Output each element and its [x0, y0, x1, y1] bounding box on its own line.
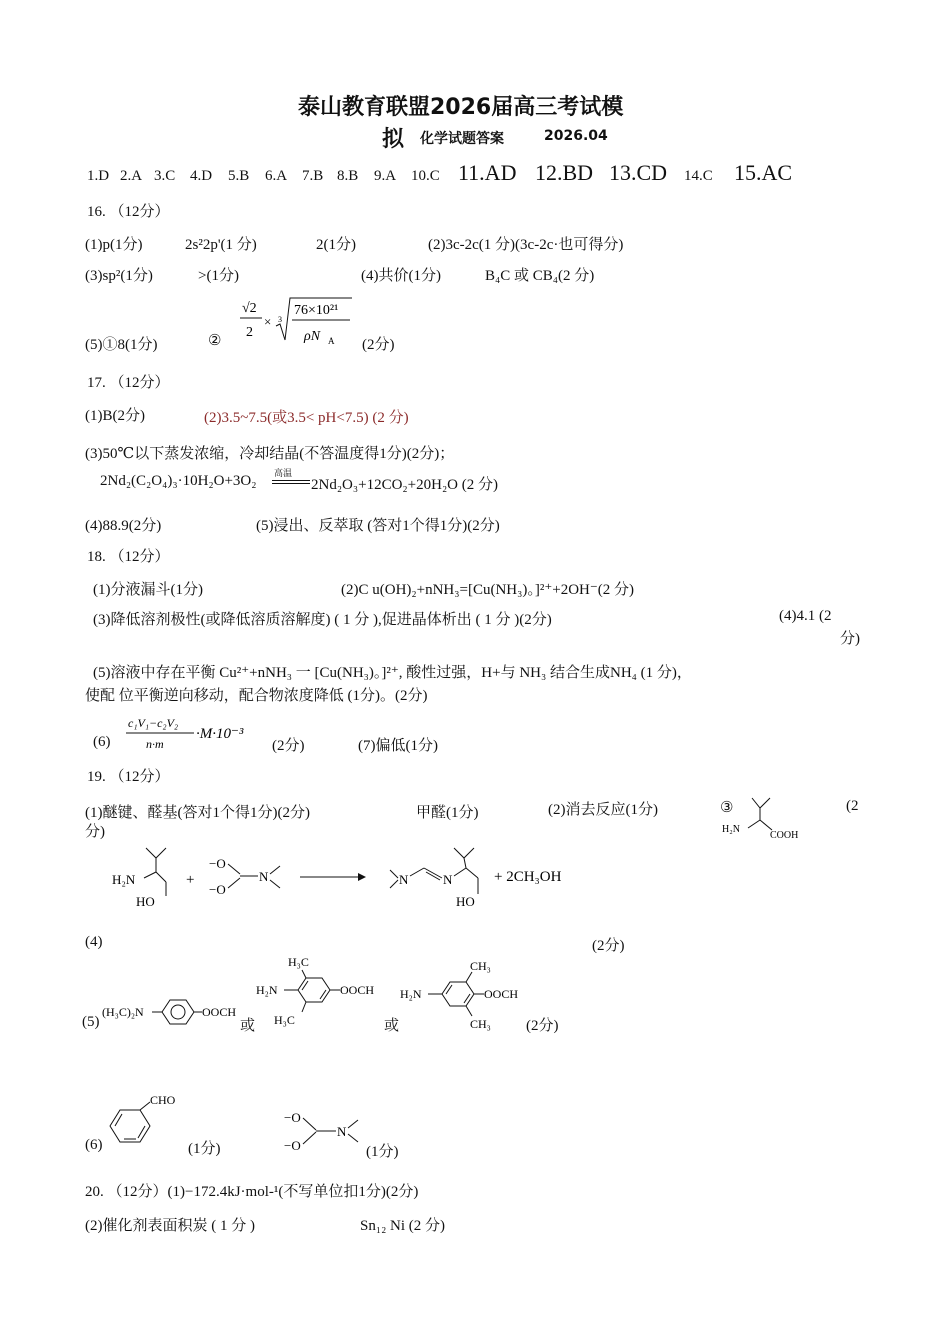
svg-text:76×10²¹: 76×10²¹ [294, 303, 339, 318]
q19-answer: (1分) [366, 1144, 399, 1160]
svg-text:×: × [264, 314, 272, 329]
svg-text:OOCH: OOCH [340, 983, 375, 997]
svg-text:HO: HO [456, 894, 475, 909]
q17-answer: (3)50℃以下蒸发浓缩，冷却结晶(不答温度得1分)(2分)； [85, 446, 455, 462]
svg-text:H₃C: H₃C [274, 1013, 295, 1027]
answer-item: 7.B [302, 168, 324, 184]
q18-answer: (5)溶液中存在平衡 Cu²⁺+nNH₃ 一 [Cu(NH₃)。]²⁺, 酸性过强，H+与 NH₃ 结合生成NH₄ (1 分)， [93, 665, 692, 681]
isomer-structure-1 [98, 990, 258, 1040]
answer-item: 4.D [190, 168, 213, 184]
svg-text:N: N [337, 1124, 347, 1139]
svg-text:c₁V₁−c₂V₂: c₁V₁−c₂V₂ [128, 716, 179, 730]
answer-item: 1.D [87, 168, 110, 184]
svg-text:OOCH: OOCH [484, 987, 519, 1001]
q19-answer: ③ [720, 800, 734, 816]
q18-heading: 18. （12分） [87, 549, 170, 565]
q18-answer: (2)C u(OH)₂+nNH₃=[Cu(NH₃)。]²⁺+2OH⁻(2 分) [341, 582, 635, 598]
q16-answer: 2s²2p'(1 分) [185, 237, 257, 253]
q18-answer: (3)降低溶剂极性(或降低溶质溶解度) ( 1 分 ),促进晶体析出 ( 1 分 )(2分) [93, 612, 552, 628]
svg-text:−O: −O [209, 856, 226, 871]
answer-item: 15.AC [734, 160, 793, 185]
svg-text:+ 2CH₃OH: + 2CH₃OH [494, 869, 562, 885]
dmf-dma-structure [284, 1106, 374, 1156]
answer-item: 9.A [374, 168, 397, 184]
answer-item: 12.BD [535, 160, 594, 185]
svg-text:−O: −O [284, 1138, 301, 1153]
svg-text:N: N [259, 869, 269, 884]
svg-text:ρN: ρN [304, 329, 321, 344]
q19-answer: (4) [85, 934, 103, 950]
q17-equation-right: 2Nd₂O₃+12CO₂+20H₂O (2 分) [311, 477, 498, 493]
answer-item: 5.B [228, 168, 250, 184]
q17-answer: (4)88.9(2分) [85, 518, 162, 534]
svg-text:√2: √2 [242, 301, 257, 316]
q17-answer: (5)浸出、反萃取 (答对1个得1分)(2分) [256, 518, 500, 534]
benzaldehyde-structure [100, 1090, 190, 1150]
svg-text:2: 2 [246, 325, 253, 340]
q17-answer: (1)B(2分) [85, 408, 145, 424]
q16-answer: (1)p(1分) [85, 237, 143, 253]
q19-reaction-scheme [106, 838, 616, 918]
svg-text:COOH: COOH [770, 830, 799, 841]
q19-answer: 甲醛(1分) [416, 805, 479, 821]
isomer-structure-2 [254, 950, 404, 1034]
q20-answer: Sn₁₂ Ni (2 分) [360, 1218, 446, 1234]
q19-answer: 分) [85, 824, 105, 840]
valine-structure [720, 790, 810, 846]
answer-item: 11.AD [458, 160, 517, 185]
svg-text:CHO: CHO [150, 1093, 176, 1107]
equation-arrow [272, 480, 310, 484]
svg-text:CH₃: CH₃ [470, 959, 491, 973]
answer-item: 3.C [154, 168, 176, 184]
q18-answer: (2分) [272, 738, 305, 754]
answer-item: 14.C [684, 168, 713, 184]
svg-text:H₂N: H₂N [256, 983, 278, 997]
svg-text:n·m: n·m [146, 737, 164, 751]
q16-answer: (2)3c-2c(1 分)(3c-2c·也可得分) [428, 237, 624, 253]
page-title: 泰山教育联盟2026届高三考试模 [298, 95, 624, 120]
page-title-line2: 拟 [382, 127, 405, 152]
q19-answer: (1)醚键、醛基(答对1个得1分)(2分) [85, 805, 310, 821]
exam-date: 2026.04 [544, 128, 608, 144]
q17-heading: 17. （12分） [87, 375, 170, 391]
svg-text:N: N [443, 872, 453, 887]
isomer-structure-3 [398, 954, 538, 1034]
q16-answer: (5)①8(1分) [85, 337, 158, 353]
q19-answer: (1分) [188, 1141, 221, 1157]
q16-heading: 16. （12分） [87, 204, 170, 220]
svg-text:H₂N: H₂N [722, 824, 740, 835]
q18-answer: (6) [93, 734, 111, 750]
answer-item: 2.A [120, 168, 143, 184]
page-subtitle: 化学试题答案 [420, 131, 504, 147]
density-formula [236, 292, 356, 352]
q19-answer: (2分) [526, 1018, 559, 1034]
q16-answer: (4)共价(1分) [361, 268, 441, 284]
svg-text:OOCH: OOCH [202, 1005, 237, 1019]
q16-answer: 2(1分) [316, 237, 356, 253]
q16-answer: (3)sp²(1分) [85, 268, 153, 284]
answer-item: 10.C [411, 168, 440, 184]
q18-answer: (4)4.1 (2 [779, 608, 832, 624]
svg-text:A: A [328, 336, 335, 346]
svg-text:−O: −O [284, 1110, 301, 1125]
q20-answer: (2)催化剂表面积炭 ( 1 分 ) [85, 1218, 255, 1234]
q16-answer: ② [208, 333, 222, 349]
svg-text:H₂N: H₂N [112, 872, 136, 887]
answer-item: 8.B [337, 168, 359, 184]
svg-text:N: N [399, 872, 409, 887]
svg-text:−O: −O [209, 882, 226, 897]
q16-answer: (2分) [362, 337, 395, 353]
answer-item: 6.A [265, 168, 288, 184]
answer-item: 13.CD [609, 160, 668, 185]
svg-text:HO: HO [136, 894, 155, 909]
q16-answer: B₄C 或 CB₄(2 分) [485, 268, 595, 284]
q19-answer: 或 [240, 1018, 256, 1034]
svg-text:H₃C: H₃C [288, 955, 309, 969]
q19-answer: (2 [846, 798, 859, 814]
q19-answer: 或 [384, 1018, 400, 1034]
q19-heading: 19. （12分） [87, 769, 170, 785]
q19-answer: (2)消去反应(1分) [548, 802, 658, 818]
q19-answer: (2分) [592, 938, 625, 954]
svg-text:CH₃: CH₃ [470, 1017, 491, 1031]
q18-answer: 使配 位平衡逆向移动，配合物浓度降低 (1分)。(2分) [85, 688, 428, 704]
q20-answer: 20. （12分）(1)−172.4kJ·mol-¹(不写单位扣1分)(2分) [85, 1184, 419, 1200]
svg-text:·M·10⁻³: ·M·10⁻³ [196, 726, 244, 742]
q19-answer: (6) [85, 1137, 103, 1153]
q18-answer: 分) [840, 631, 860, 647]
q16-answer: >(1分) [198, 268, 239, 284]
svg-text:3: 3 [278, 315, 282, 324]
q17-equation-left: 2Nd₂(C₂O₄)₃·10H₂O+3O₂ [100, 473, 257, 489]
q17-answer: (2)3.5~7.5(或3.5< pH<7.5) (2 分) [204, 410, 409, 426]
svg-text:+: + [186, 872, 195, 888]
q19-answer: (5) [82, 1014, 100, 1030]
q18-answer: (7)偏低(1分) [358, 738, 438, 754]
svg-text:H₂N: H₂N [400, 987, 422, 1001]
q18-answer: (1)分液漏斗(1分) [93, 582, 203, 598]
q18-formula [126, 714, 266, 754]
q17-equation-condition: 高温 [274, 468, 293, 478]
svg-text:(H₃C)₂N: (H₃C)₂N [102, 1005, 144, 1019]
